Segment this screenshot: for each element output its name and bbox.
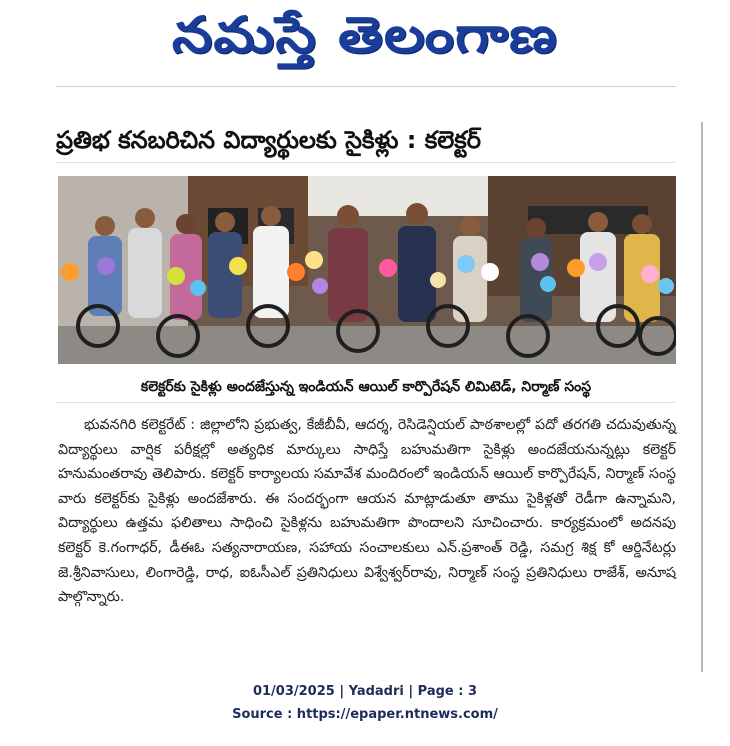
edition-line: 01/03/2025 | Yadadri | Page : 3 — [252, 684, 478, 699]
adjacent-article-edge — [701, 122, 703, 672]
caption-divider — [56, 402, 676, 403]
masthead-divider — [56, 86, 676, 87]
article-photo — [58, 176, 676, 364]
newspaper-masthead — [0, 2, 730, 80]
photo-caption: కలెక్టర్‌కు సైకిళ్లు అందజేస్తున్న ఇండియన్ ఆయిల్ కార్పొరేషన్ లిమిటెడ్, నిర్మాణ్ సంస్థ — [140, 379, 592, 395]
article-headline: ప్రతిభ కనబరిచిన విద్యార్థులకు సైకిళ్లు : కలెక్టర్ — [56, 126, 482, 154]
headline-divider — [56, 162, 676, 163]
group-photo-illustration — [58, 176, 676, 364]
source-line: Source : https://epaper.ntnews.com/ — [232, 707, 498, 722]
masthead-title: నమస్తే తెలంగాణ — [172, 6, 558, 64]
article-body: భువనగిరి కలెక్టరేట్ : జిల్లాలోని ప్రభుత్వ, కేజీబీవీ, ఆదర్శ, రెసిడెన్షియల్ పాఠశాలల్లో పదో తరగతి చదువుతున్న విద్యార్థులు వార్షిక పరీక్షల్లో అత్యధిక మార్కులు సాధిస్తే బహుమతిగా సైకిళ్లు అందజేయనున్నట్లు కలెక్టర్ హనుమంతరావు తెలిపారు. కలెక్టర్ కార్యాలయ సమావేశ మందిరంలో ఇండియన్ ఆయిల్ కార్పొరేషన్, నిర్మాణ్ సంస్థ వారు కలెక్టర్‌కు సైకిళ్లు అందజేశారు. ఈ సందర్భంగా ఆయన మాట్లాడుతూ తాము సైకిళ్లతో రెడీగా ఉన్నామని, విద్యార్థులు ఉత్తమ ఫలితాలు సాధించి సైకిళ్లను బహుమతిగా పొందాలని సూచించారు. కార్యక్రమంలో అదనపు కలెక్టర్ కె.గంగాధర్, డీఈఓ సత్యనారాయణ, సహాయ సంచాలకులు ఎన్.ప్రశాంత్ రెడ్డి, సమగ్ర శిక్ష కో ఆర్డినేటర్లు జె.శ్రీనివాసులు, లింగారెడ్డి, రాధ, ఐఓసీఎల్ ప్రతినిధులు విశ్వేశ్వర్‌రావు, నిర్మాణ్ సంస్థ ప్రతినిధులు రాజేశ్, అనూష పాల్గొన్నారు. — [58, 417, 676, 606]
